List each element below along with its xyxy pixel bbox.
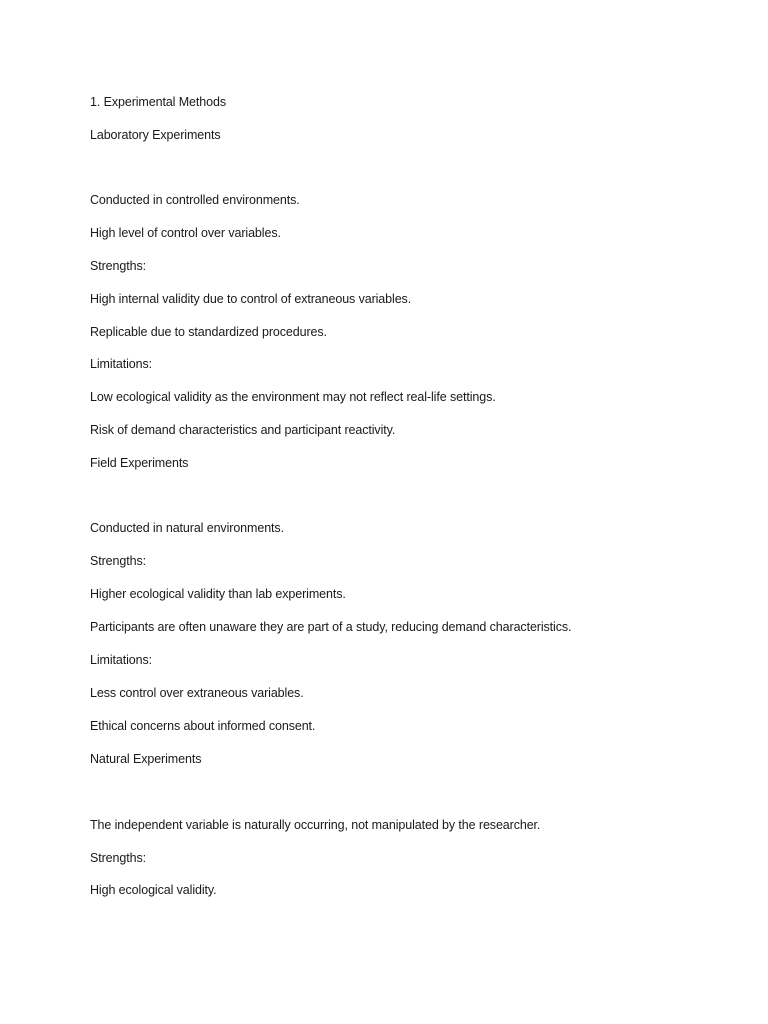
paragraph-line: Conducted in natural environments. [90,521,284,535]
paragraph-line: The independent variable is naturally occurring, not manipulated by the researcher. [90,818,541,832]
paragraph-line: Conducted in controlled environments. [90,193,300,207]
paragraph-line: Less control over extraneous variables. [90,686,304,700]
subsection-heading: Field Experiments [90,456,189,470]
paragraph-line: Replicable due to standardized procedures. [90,325,327,339]
limitations-label: Limitations: [90,653,153,667]
paragraph-line: Ethical concerns about informed consent. [90,719,316,733]
paragraph-line: High ecological validity. [90,883,217,897]
paragraph-line: High level of control over variables. [90,226,281,240]
limitations-label: Limitations: [90,357,153,371]
paragraph-line: High internal validity due to control of extraneous variables. [90,292,412,306]
strengths-label: Strengths: [90,554,146,568]
subsection-heading: Natural Experiments [90,752,202,766]
subsection-heading: Laboratory Experiments [90,128,221,142]
strengths-label: Strengths: [90,851,146,865]
strengths-label: Strengths: [90,259,146,273]
paragraph-line: Risk of demand characteristics and participant reactivity. [90,423,396,437]
paragraph-line: Participants are often unaware they are part of a study, reducing demand characteristics. [90,620,572,634]
paragraph-line: Low ecological validity as the environment may not reflect real-life settings. [90,390,496,404]
paragraph-line: Higher ecological validity than lab experiments. [90,587,346,601]
section-heading: 1. Experimental Methods [90,95,226,109]
